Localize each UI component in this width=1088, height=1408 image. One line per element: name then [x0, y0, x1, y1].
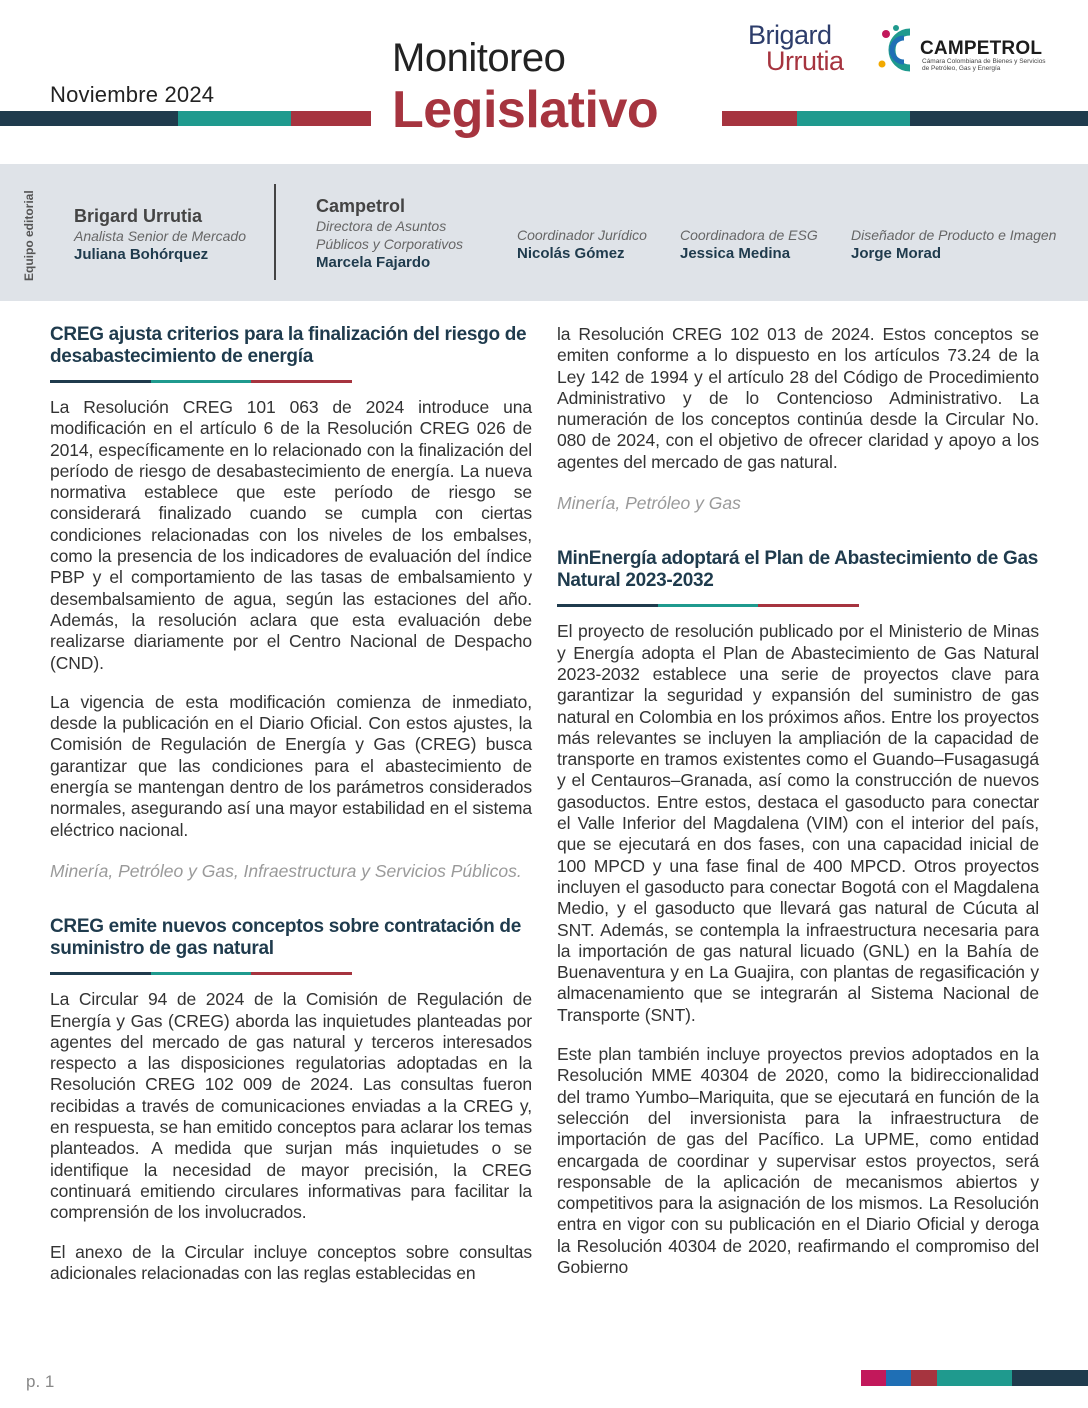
- column-right: [557, 324, 1039, 1278]
- editorial-label: Equipo editorial: [22, 190, 36, 281]
- editor-role: Coordinador Jurídico: [517, 227, 647, 243]
- editor-campetrol: [316, 196, 491, 273]
- editor-role: Directora de Asuntos Públicos y Corporativos: [316, 218, 464, 252]
- editor-brigard: [74, 206, 264, 265]
- footer-bar-magenta: [861, 1370, 886, 1386]
- article-tags: Minería, Petróleo y Gas: [557, 493, 741, 514]
- brigard-logo-line1: Brigard: [748, 20, 832, 50]
- editor-role: Analista Senior de Mercado: [74, 228, 246, 244]
- footer-bar-blue: [886, 1370, 911, 1386]
- campetrol-logo: [876, 22, 1046, 78]
- editor-role: Diseñador de Producto e Imagen: [851, 227, 1057, 243]
- title-monitoreo: Monitoreo: [392, 36, 566, 80]
- article-paragraph: Este plan también incluye proyectos previos adoptados en la Resolución MME 40304 de 2020, como la bidireccionalidad del tramo Yumbo–Mariquita, que se ejecutará en función de la selección del inversionista para la infraestructura de importación de gas del Pacífico. La UPME, como entidad encargada de coordinar y supervisar estos proyectos, será responsable de la aplicación de mecanismos abiertos y competitivos para la asignación de los mismos. La Resolución entra en vigor con su publicación en el Diario Oficial y deroga la Resolución 40304 de 2020, reafirmando el compromiso del Gobierno: [557, 1044, 1039, 1277]
- editor-name: Marcela Fajardo: [316, 254, 431, 271]
- title-underline: [50, 380, 352, 383]
- campetrol-mark-icon: [876, 22, 920, 78]
- title-underline: [557, 604, 859, 607]
- header-bar-crimson-right: [722, 111, 797, 126]
- title-underline: [50, 972, 352, 975]
- editor-member: [851, 226, 1066, 264]
- article-paragraph: El anexo de la Circular incluye conceptos sobre consultas adicionales relacionadas con las reglas establecidas en: [50, 1241, 532, 1283]
- editor-org: Campetrol: [316, 196, 406, 216]
- footer-bar-crimson: [911, 1370, 937, 1386]
- article-tags: Minería, Petróleo y Gas, Infraestructura y Servicios Públicos.: [50, 860, 522, 881]
- article-paragraph: La vigencia de esta modificación comienza de inmediato, desde la publicación en el Diario Oficial. Con estos ajustes, la Comisión de Regulación de Energía y Gas (CREG) busca garantizar que las condiciones para el abastecimiento de energía se mantengan dentro de los parámetros considerados normales, asegurando así una mayor estabilidad en el sistema eléctrico nacional.: [50, 691, 532, 840]
- footer-bar-teal: [937, 1370, 1012, 1386]
- editor-name: Jessica Medina: [680, 245, 791, 262]
- header-bar-teal-right: [797, 111, 910, 126]
- article-paragraph: La Circular 94 de 2024 de la Comisión de Regulación de Energía y Gas (CREG) aborda las inquietudes planteadas por agentes del mercado de gas natural y terceros interesados respecto a las disposiciones regulatorias adoptadas en la Resolución CREG 102 009 de 2024. Las consultas fueron recibidas a través de comunicaciones enviadas a la CREG y, en respuesta, se han emitido conceptos para aclarar los temas planteados. A medida que surjan más inquietudes o se identifique la necesidad de mayor precisión, la CREG continuará emitiendo circulares informativas para facilitar la comprensión de los involucrados.: [50, 989, 532, 1223]
- header-bar-navy-left: [0, 111, 178, 126]
- editor-member: [517, 226, 677, 264]
- editor-name: Juliana Bohórquez: [74, 246, 209, 263]
- brigard-urrutia-logo: [748, 22, 844, 74]
- article-title: CREG emite nuevos conceptos sobre contratación de suministro de gas natural: [50, 916, 521, 960]
- title-legislativo: Legislativo: [392, 81, 659, 139]
- header-bar-navy-right: [910, 111, 1088, 126]
- campetrol-tagline: Cámara Colombiana de Bienes y Servicios de Petróleo, Gas y Energía: [922, 58, 1046, 72]
- editor-org: Brigard Urrutia: [74, 206, 203, 226]
- editor-role: Coordinadora de ESG: [680, 227, 818, 243]
- page-number: p. 1: [26, 1372, 55, 1391]
- article-paragraph: la Resolución CREG 102 013 de 2024. Estos conceptos se emiten conforme a lo dispuesto en los artículos 73.24 de la Ley 142 de 1994 y el artículo 28 del Código de Procedimiento Administrativo y de lo Contencioso Administrativo. La numeración de los conceptos continúa desde la Circular No. 080 de 2024, con el objetivo de ofrecer claridad y apoyo a los agentes del mercado de gas natural.: [557, 324, 1039, 472]
- article-title: CREG ajusta criterios para la finalización del riesgo de desabastecimiento de energía: [50, 324, 527, 367]
- issue-date: Noviembre 2024: [50, 82, 215, 107]
- header-bar-crimson-left: [291, 111, 371, 126]
- editor-name: Nicolás Gómez: [517, 245, 625, 262]
- column-left: [50, 324, 532, 1284]
- header-bar-teal-left: [178, 111, 291, 126]
- editor-member: [680, 226, 840, 264]
- article-paragraph: El proyecto de resolución publicado por el Ministerio de Minas y Energía adopta el Plan de Abastecimiento de Gas Natural 2023-2032 establece una serie de proyectos clave para garantizar la seguridad y expansión del suministro de gas natural en Colombia en los próximos años. Entre los proyectos más relevantes se incluyen la ampliación de la capacidad de transporte en tramos existentes como el Guando–Fusagasugá y el Centauros–Granada, así como la construcción de nuevos gasoductos. Entre estos, destaca el gasoducto para conectar el Valle Inferior del Magdalena (VIM) con el interior del país, que se ejecutará en dos fases, con una capacidad inicial de 100 MPCD y una fase final de 400 MPCD. Otros proyectos incluyen el gasoducto para conectar Bogotá con el Magdalena Medio, y el gasoducto que llevará gas natural de Cúcuta al SNT. Además, se contempla la infraestructura necesaria para la importación de gas natural licuado (GNL) en la Bahía de Buenaventura y en La Guajira, con plantas de regasificación y almacenamiento que se integrarán al Sistema Nacional de Transporte (SNT).: [557, 621, 1039, 1025]
- brigard-logo-line2: Urrutia: [766, 46, 844, 76]
- footer-bar-navy: [1012, 1370, 1088, 1386]
- editorial-divider: [274, 184, 276, 280]
- editor-name: Jorge Morad: [851, 245, 942, 262]
- campetrol-wordmark: CAMPETROL: [920, 38, 1043, 59]
- article-title: MinEnergía adoptará el Plan de Abastecimiento de Gas Natural 2023-2032: [557, 548, 1038, 592]
- article-paragraph: La Resolución CREG 101 063 de 2024 introduce una modificación en el artículo 6 de la Resolución CREG 026 de 2014, específicamente en lo relacionado con la finalización del período de riesgo de desabastecimiento de energía. La nueva normativa establece que este período de riesgo se considerará finalizado cuando se cumpla con ciertas condiciones relacionadas con los niveles de los embalses, como la presencia de los indicadores de evaluación del índice PBP y el comportamiento de las tasas de embalsamiento y desembalsamiento de agua, según las estaciones del año. Además, la resolución aclara que esta evaluación debe realizarse diariamente por el Centro Nacional de Despacho (CND).: [50, 397, 532, 673]
